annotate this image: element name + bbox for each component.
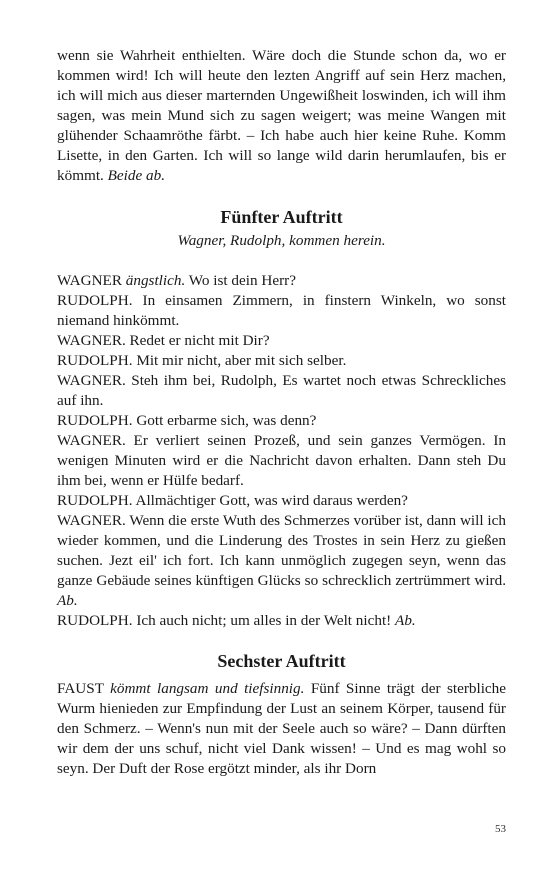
stage-direction: ängstlich. — [125, 272, 186, 289]
stage-direction: Ab. — [395, 612, 416, 629]
opening-text: wenn sie Wahrheit enthielten. Wäre doch die Stunde schon da, wo er kommen wird! Ich will heute den lezten Angriff auf sein Herz machen, ich will mich aus dieser marternden Ungewißheit loswinden, ich will ihm sagen, was mein Mund sich zu sagen weigert; was meine Wangen mit glühender Schaamröthe färbt. – Ich habe auch hier keine Ruhe. Komm Lisette, in den Garten. Ich will so lange wild darin herumlaufen, bis er kömmt. — [57, 47, 506, 184]
stage-direction: Beide ab. — [107, 167, 165, 184]
dialogue-line: WAGNER. Steh ihm bei, Rudolph, Es wartet noch etwas Schreckliches auf ihn. — [57, 372, 506, 409]
scene-5-title: Fünfter Auftritt — [220, 207, 343, 227]
scene-6-title: Sechster Auftritt — [217, 651, 346, 671]
dialogue-line: WAGNER. Redet er nicht mit Dir? — [57, 332, 270, 349]
dialogue-line: RUDOLPH. Allmächtiger Gott, was wird daraus werden? — [57, 492, 408, 509]
book-page — [57, 46, 506, 779]
scene-5-subtitle: Wagner, Rudolph, kommen herein. — [177, 232, 386, 249]
stage-direction: Ab. — [57, 592, 78, 609]
dialogue-line: WAGNER. Wenn die erste Wuth des Schmerzes vorüber ist, dann will ich wieder kommen, und die Linderung des Trostes in sein Herz zu gießen suchen. Jezt eil' ich fort. Ich kann unmöglich zugegen seyn, wenn das ganze Gebäude seines künftigen Glücks so schrecklich zertrümmert wird. Ab. — [57, 512, 506, 609]
stage-direction: kömmt langsam und tiefsinnig. — [110, 680, 305, 697]
opening-paragraph — [57, 46, 506, 186]
dialogue-line: RUDOLPH. Gott erbarme sich, was denn? — [57, 412, 317, 429]
dialogue-line: RUDOLPH. Ich auch nicht; um alles in der Welt nicht! Ab. — [57, 612, 416, 629]
page-number: 53 — [495, 823, 506, 835]
scene-6-text: Fünf Sinne trägt der sterbliche Wurm hienieden zur Empfindung der Lust an seinem Körper, tausend für den Schmerz. – Wenn's nun mit der Seele auch so wäre? – Dann dürften wir dem der uns schuf, nicht viel Dank wissen! – Und es mag wohl so seyn. Der Duft der Rose ergötzt minder, als ihr Dorn — [57, 680, 506, 777]
speaker-name: FAUST — [57, 680, 111, 697]
dialogue-line: WAGNER ängstlich. Wo ist dein Herr? — [57, 272, 296, 289]
dialogue-line: RUDOLPH. Mit mir nicht, aber mit sich selber. — [57, 352, 347, 369]
scene-6-paragraph — [57, 679, 506, 779]
dialogue-line: RUDOLPH. In einsamen Zimmern, in finstern Winkeln, wo sonst niemand hinkömmt. — [57, 292, 506, 329]
dialogue-line: WAGNER. Er verliert seinen Prozeß, und sein ganzes Vermögen. In wenigen Minuten wird er die Nachricht davon erhalten. Dann steh Du ihm bei, wenn er Hülfe bedarf. — [57, 432, 506, 489]
